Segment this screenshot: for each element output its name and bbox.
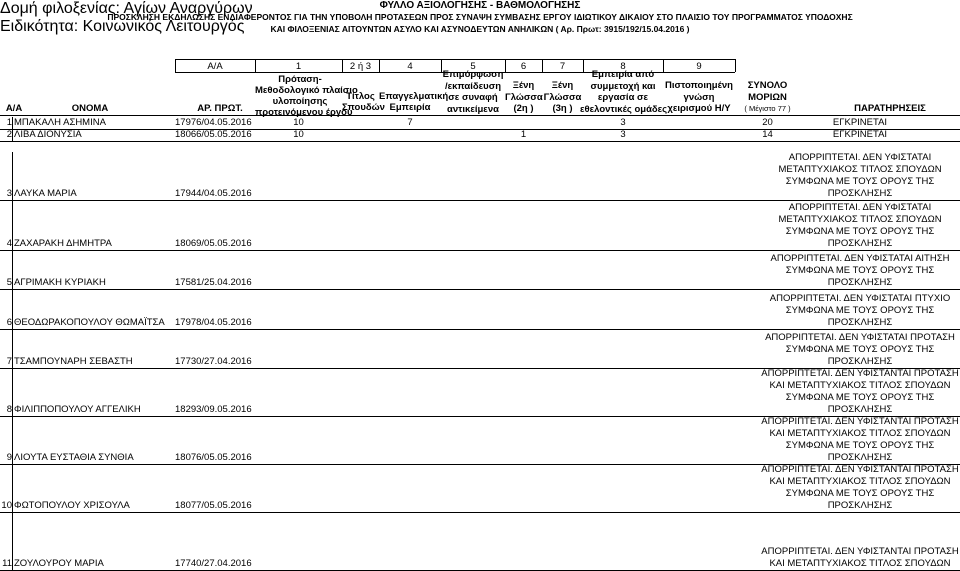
grid-line <box>0 250 960 251</box>
row-remark: ΜΕΤΑΠΤΥΧΙΑΚΟΣ ΤΙΤΛΟΣ ΣΠΟΥΔΩΝ <box>778 164 942 175</box>
row-remark: ΠΡΟΣΚΛΗΣΗΣ <box>827 452 893 463</box>
row-name: ΛΙΟΥΤΑ ΕΥΣΤΑΘΙΑ ΣΥΝΘΙΑ <box>14 452 134 463</box>
header-language-3: (3η ) <box>552 103 573 114</box>
header-computer-skills: Πιστοποιημένη <box>665 80 733 91</box>
grid-line <box>0 141 960 142</box>
row-protocol: 18293/09.05.2016 <box>175 404 252 415</box>
row-protocol: 17978/04.05.2016 <box>175 317 252 328</box>
row-protocol: 17740/27.04.2016 <box>175 558 252 569</box>
row-aa: 8 <box>6 404 12 415</box>
grid-line <box>542 59 543 72</box>
row-remark: ΣΥΜΦΩΝΑ ΜΕ ΤΟΥΣ ΟΡΟΥΣ ΤΗΣ <box>785 265 935 276</box>
grid-line <box>0 115 960 116</box>
row-name: ΑΓΡΙΜΑΚΗ ΚΥΡΙΑΚΗ <box>14 277 106 288</box>
row-remark: ΑΠΟΡΡΙΠΤΕΤΑΙ. ΔΕΝ ΥΦΙΣΤΑΤΑΙ <box>788 202 932 213</box>
grid-line <box>12 250 13 289</box>
header-volunteering: Εμπειρία από <box>591 69 655 80</box>
row-name: ΖΟΥΛΟΥΡΟΥ ΜΑΡΙΑ <box>14 558 104 569</box>
row-remark: ΑΠΟΡΡΙΠΤΕΤΑΙ. ΔΕΝ ΥΦΙΣΤΑΝΤΑΙ ΠΡΟΤΑΣΗ <box>761 416 959 427</box>
row-name: ΖΑΧΑΡΑΚΗ ΔΗΜΗΤΡΑ <box>14 238 112 249</box>
header-aa: Α/Α <box>5 103 23 114</box>
grid-line <box>0 512 960 513</box>
row-protocol: 18066/05.05.2016 <box>175 129 252 140</box>
row-aa: 10 <box>1 500 12 511</box>
row-aa: 6 <box>6 317 12 328</box>
row-remark: ΑΠΟΡΡΙΠΤΕΤΑΙ. ΔΕΝ ΥΦΙΣΤΑΤΑΙ <box>788 152 932 163</box>
row-remark: ΠΡΟΣΚΛΗΣΗΣ <box>827 238 893 249</box>
header-total: ( Μέγιστο 77 ) <box>744 104 791 113</box>
row-name: ΘΕΟΔΩΡΑΚΟΠΟΥΛΟΥ ΘΩΜΑΪΤΣΑ <box>14 317 165 328</box>
row-score-total: 20 <box>762 117 773 128</box>
row-protocol: 17944/04.05.2016 <box>175 188 252 199</box>
grid-line <box>342 59 343 72</box>
row-aa: 4 <box>6 238 12 249</box>
header-col-number: 4 <box>407 61 413 72</box>
header-total: ΜΟΡΙΩΝ <box>748 91 787 103</box>
row-protocol: 18076/05.05.2016 <box>175 452 252 463</box>
row-remark: ΑΠΟΡΡΙΠΤΕΤΑΙ. ΔΕΝ ΥΦΙΣΤΑΤΑΙ ΑΙΤΗΣΗ <box>770 253 950 264</box>
header-aa-label: Α/Α <box>207 61 223 72</box>
header-protocol: ΑΡ. ΠΡΩΤ. <box>197 103 243 114</box>
header-training: Επιμόρφωση <box>442 69 504 80</box>
row-remark: ΠΡΟΣΚΛΗΣΗΣ <box>827 356 893 367</box>
row-score-c1: 10 <box>293 117 304 128</box>
header-proposal: Μεθοδολογικό πλαίσιο <box>255 85 358 96</box>
grid-line <box>12 416 13 464</box>
header-col-number: 5 <box>470 61 476 72</box>
row-remark: ΠΡΟΣΚΛΗΣΗΣ <box>827 404 893 415</box>
invitation-line-2: ΚΑΙ ΦΙΛΟΞΕΝΙΑΣ ΑΙΤΟΥΝΤΩΝ ΑΣΥΛΟ ΚΑΙ ΑΣΥΝΟΔΕΥΤΩΝ ΑΝΗΛΙΚΩΝ ( Αρ. Πρωτ: 3915/192/15.04.2016 ) <box>270 24 690 34</box>
grid-line <box>12 200 13 250</box>
header-computer-skills: χειρισμού Η/Υ <box>667 103 731 114</box>
row-remark: ΚΑΙ ΜΕΤΑΠΤΥΧΙΑΚΟΣ ΤΙΤΛΟΣ ΣΠΟΥΔΩΝ <box>769 476 951 487</box>
row-name: ΦΩΤΟΠΟΥΛΟΥ ΧΡΙΣΟΥΛΑ <box>14 500 130 511</box>
row-remark: ΠΡΟΣΚΛΗΣΗΣ <box>827 317 893 328</box>
header-language-3: Ξένη <box>551 80 574 91</box>
grid-line <box>12 329 13 368</box>
header-proposal: προτεινόμενου έργου <box>255 107 353 118</box>
grid-line <box>379 59 380 72</box>
row-protocol: 17730/27.04.2016 <box>175 356 252 367</box>
row-score-c8: 3 <box>620 117 626 128</box>
grid-line <box>735 59 736 72</box>
grid-line <box>505 59 506 72</box>
row-remark: ΑΠΟΡΡΙΠΤΕΤΑΙ. ΔΕΝ ΥΦΙΣΤΑΝΤΑΙ ΠΡΟΤΑΣΗ <box>761 464 959 475</box>
row-remark: ΣΥΜΦΩΝΑ ΜΕ ΤΟΥΣ ΟΡΟΥΣ ΤΗΣ <box>785 488 935 499</box>
header-training: /εκπαίδευση <box>444 80 502 92</box>
grid-line <box>0 329 960 330</box>
row-remark: ΠΡΟΣΚΛΗΣΗΣ <box>827 277 893 288</box>
row-name: ΦΙΛΙΠΠΟΠΟΥΛΟΥ ΑΓΓΕΛΙΚΗ <box>14 404 141 415</box>
row-score-c1: 10 <box>293 129 304 140</box>
header-experience: Επαγγελματική <box>379 91 449 102</box>
row-aa: 11 <box>2 558 12 569</box>
grid-line <box>0 200 960 201</box>
row-remark: ΑΠΟΡΡΙΠΤΕΤΑΙ. ΔΕΝ ΥΦΙΣΤΑΤΑΙ ΠΡΟΤΑΣΗ <box>765 332 955 343</box>
invitation-line-1: ΠΡΟΣΚΛΗΣΗ ΕΚΔΗΛΩΣΗΣ ΕΝΔΙΑΦΕΡΟΝΤΟΣ ΓΙΑ ΤΗΝ ΥΠΟΒΟΛΗ ΠΡΟΤΑΣΕΩΝ ΠΡΟΣ ΣΥΝΑΨΗ ΣΥΜΒΑΣΗΣ ΕΡΓΟΥ ΙΔΙΩΤΙΚΟΥ ΔΙΚΑΙΟΥ ΣΤΟ ΠΛΑΙΣΙΟ ΤΟΥ ΠΡΟΓΡΑΜΜΑΤΟΣ ΥΠΟΔΟΧΗΣ <box>107 12 853 22</box>
grid-line <box>0 289 960 290</box>
row-aa: 9 <box>6 452 12 463</box>
row-remark: ΣΥΜΦΩΝΑ ΜΕ ΤΟΥΣ ΟΡΟΥΣ ΤΗΣ <box>785 305 935 316</box>
row-remark: ΣΥΜΦΩΝΑ ΜΕ ΤΟΥΣ ΟΡΟΥΣ ΤΗΣ <box>785 440 935 451</box>
row-remark: ΣΥΜΦΩΝΑ ΜΕ ΤΟΥΣ ΟΡΟΥΣ ΤΗΣ <box>785 344 935 355</box>
sheet-title: ΦΥΛΛΟ ΑΞΙΟΛΟΓΗΣΗΣ - ΒΑΘΜΟΛΟΓΗΣΗΣ <box>379 0 581 11</box>
row-score-c8: 3 <box>620 129 626 140</box>
header-volunteering: εθελοντικές ομάδες <box>580 103 668 115</box>
row-score-c6: 1 <box>520 129 527 140</box>
header-col-number: 8 <box>620 61 626 72</box>
row-remark: ΣΥΜΦΩΝΑ ΜΕ ΤΟΥΣ ΟΡΟΥΣ ΤΗΣ <box>785 392 935 403</box>
row-aa: 7 <box>6 356 12 367</box>
grid-line <box>12 117 13 129</box>
header-language-2: (2η ) <box>513 103 534 114</box>
row-name: ΜΠΑΚΑΛΗ ΑΣΗΜΙΝΑ <box>14 117 106 128</box>
header-experience: Εμπειρία <box>389 102 431 113</box>
header-col-number: 1 <box>295 61 302 72</box>
header-col-number: 9 <box>696 61 702 72</box>
header-training: αντικείμενα <box>447 103 499 115</box>
header-name: ΟΝΟΜΑ <box>71 103 109 114</box>
row-aa: 5 <box>6 277 12 288</box>
row-name: ΤΣΑΜΠΟΥΝΑΡΗ ΣΕΒΑΣΤΗ <box>14 356 133 367</box>
header-col-number: 2 ή 3 <box>349 61 372 72</box>
row-remark: ΑΠΟΡΡΙΠΤΕΤΑΙ. ΔΕΝ ΥΦΙΣΤΑΝΤΑΙ ΠΡΟΤΑΣΗ <box>761 546 959 557</box>
header-col-number: 7 <box>559 61 566 72</box>
header-col-number: 6 <box>520 61 527 72</box>
row-protocol: 17581/25.04.2016 <box>175 277 252 288</box>
row-remark: ΚΑΙ ΜΕΤΑΠΤΥΧΙΑΚΟΣ ΤΙΤΛΟΣ ΣΠΟΥΔΩΝ <box>769 428 951 439</box>
header-computer-skills: γνώση <box>683 91 715 103</box>
header-total: ΣΥΝΟΛΟ <box>747 80 788 91</box>
row-remark: ΠΡΟΣΚΛΗΣΗΣ <box>827 500 893 511</box>
specialty-label: Ειδικότητα: Κοινωνικός Λειτουργός <box>0 18 245 35</box>
header-language-2: Γλώσσα <box>505 91 543 103</box>
header-language-3: Γλώσσα <box>543 91 582 103</box>
row-remark: ΚΑΙ ΜΕΤΑΠΤΥΧΙΑΚΟΣ ΤΙΤΛΟΣ ΣΠΟΥΔΩΝ <box>769 380 951 391</box>
grid-line <box>12 464 13 512</box>
header-degree: Τίτλος <box>346 91 375 102</box>
grid-line <box>12 152 13 200</box>
structure-label: Δομή φιλοξενίας: Αγίων Αναργύρων <box>0 0 253 17</box>
grid-line <box>175 59 176 72</box>
grid-line <box>255 59 256 72</box>
row-remark: ΕΓΚΡΙΝΕΤΑΙ <box>832 117 888 128</box>
grid-line <box>12 512 13 570</box>
row-aa: 2 <box>6 129 12 140</box>
row-score-total: 14 <box>762 129 773 140</box>
row-remark: ΚΑΙ ΜΕΤΑΠΤΥΧΙΑΚΟΣ ΤΙΤΛΟΣ ΣΠΟΥΔΩΝ <box>769 558 951 569</box>
header-volunteering: συμμετοχή και <box>590 80 656 92</box>
header-training: σε συναφή <box>448 92 498 103</box>
grid-line <box>12 368 13 416</box>
row-remark: ΣΥΜΦΩΝΑ ΜΕ ΤΟΥΣ ΟΡΟΥΣ ΤΗΣ <box>785 226 935 237</box>
row-name: ΛΑΥΚΑ ΜΑΡΙΑ <box>14 188 77 199</box>
header-volunteering: εργασία σε <box>597 92 649 103</box>
header-language-2: Ξένη <box>512 80 535 91</box>
header-remarks: ΠΑΡΑΤΗΡΗΣΕΙΣ <box>854 103 926 114</box>
header-degree: Σπουδών <box>342 102 385 113</box>
row-protocol: 17976/04.05.2016 <box>175 117 252 128</box>
grid-line <box>175 59 735 60</box>
grid-line <box>12 129 13 141</box>
row-remark: ΜΕΤΑΠΤΥΧΙΑΚΟΣ ΤΙΤΛΟΣ ΣΠΟΥΔΩΝ <box>778 214 942 225</box>
row-remark: ΠΡΟΣΚΛΗΣΗΣ <box>827 188 893 199</box>
row-aa: 1 <box>6 117 12 128</box>
row-name: ΛΙΒΑ ΔΙΟΝΥΣΙΑ <box>14 129 82 140</box>
header-proposal: Πρόταση- <box>278 74 322 85</box>
row-remark: ΑΠΟΡΡΙΠΤΕΤΑΙ. ΔΕΝ ΥΦΙΣΤΑΝΤΑΙ ΠΡΟΤΑΣΗ <box>761 368 959 379</box>
grid-line <box>12 289 13 329</box>
row-remark: ΑΠΟΡΡΙΠΤΕΤΑΙ. ΔΕΝ ΥΦΙΣΤΑΤΑΙ ΠΤΥΧΙΟ <box>769 293 951 304</box>
row-protocol: 18077/05.05.2016 <box>175 500 252 511</box>
row-remark: ΕΓΚΡΙΝΕΤΑΙ <box>832 129 888 140</box>
row-score-c4: 7 <box>407 117 413 128</box>
row-remark: ΣΥΜΦΩΝΑ ΜΕ ΤΟΥΣ ΟΡΟΥΣ ΤΗΣ <box>785 176 935 187</box>
row-aa: 3 <box>6 188 12 199</box>
header-proposal: υλοποίησης <box>272 96 328 107</box>
row-protocol: 18069/05.05.2016 <box>175 238 252 249</box>
